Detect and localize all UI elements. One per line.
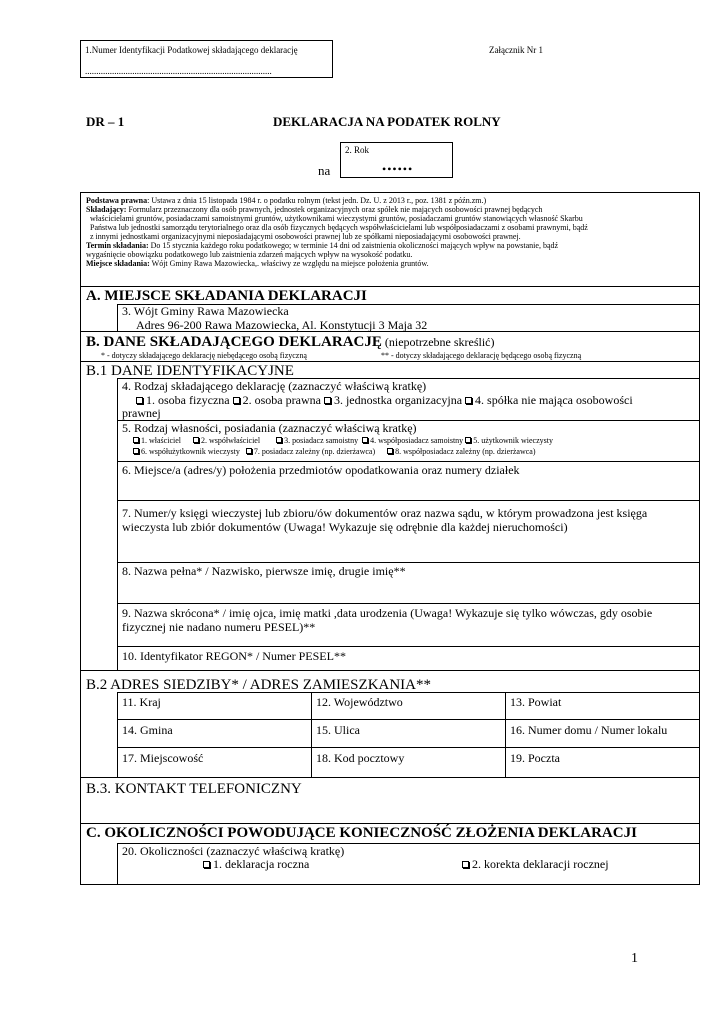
nip-label: 1.Numer Identyfikacji Podatkowej składającego deklarację <box>85 45 298 55</box>
phone-input[interactable] <box>81 798 699 822</box>
checkbox-icon <box>465 397 472 404</box>
checkbox-icon <box>133 437 139 443</box>
f5-opt8[interactable]: 8. współposiadacz zależny (np. dzierżawca) <box>387 447 535 456</box>
legal-text <box>86 196 696 268</box>
section-b-title: B. DANE SKŁADAJĄCEGO DEKLARACJĘ <box>86 334 382 350</box>
filer-line1: Formularz przeznaczony dla osób prawnych, jednostek organizacyjnych oraz spółek nie mających osobowości prawnej będących <box>126 205 543 214</box>
f4-opt1[interactable]: 1. osoba fizyczna <box>136 393 230 407</box>
field4-label: 4. Rodzaj składającego deklarację (zaznaczyć właściwą kratkę) <box>122 379 427 393</box>
checkbox-icon <box>233 397 240 404</box>
c-opt1[interactable]: 1. deklaracja roczna <box>203 857 309 871</box>
field9-line1: 9. Nazwa skrócona* / imię ojca, imię matki ,data urodzenia (Uwaga! Wykazuje się tylko wówczas, gdy osobie <box>122 606 653 620</box>
section-b-title-row <box>86 333 495 351</box>
place-text: Wójt Gminy Rawa Mazowiecka,. właściwy ze względu na miejsce położenia gruntów. <box>149 259 429 268</box>
nip-field[interactable]: ................................................................................... <box>85 66 272 76</box>
field17-locality[interactable]: 17. Miejscowość <box>122 751 204 765</box>
form-code: DR – 1 <box>86 114 125 129</box>
field19-post-office[interactable]: 19. Poczta <box>510 751 560 765</box>
field7-line2: wieczysta lub zbiór dokumentów (Uwaga! Wykazuje się odrębnie dla każdej nieruchomości) <box>122 520 568 534</box>
f4-opt2[interactable]: 2. osoba prawna <box>233 393 321 407</box>
place-label: Miejsce składania: <box>86 259 150 268</box>
field5-row1 <box>133 436 553 445</box>
f5-opt3[interactable]: 3. posiadacz samoistny <box>276 436 358 445</box>
checkbox-icon <box>133 448 139 454</box>
year-label: 2. Rok <box>345 145 370 155</box>
field7-line1: 7. Numer/y księgi wieczystej lub zbioru/ów dokumentów oraz nazwa sądu, w którym prowadzona jest księga <box>122 506 648 520</box>
f5-opt2[interactable]: 2. współwłaściciel <box>193 436 260 445</box>
deadline-text2: wygaśnięcie obowiązku podatkowego lub zaistnienia zdarzeń mających wpływ na wysokość podatku. <box>86 250 413 259</box>
checkbox-icon <box>387 448 393 454</box>
field12-voivodeship[interactable]: 12. Województwo <box>316 695 403 709</box>
field9-input[interactable] <box>118 635 699 645</box>
year-value: •••••• <box>382 162 414 176</box>
deadline-text1: Do 15 stycznia każdego roku podatkowego; w terminie 14 dni od zaistnienia okoliczności mających wpływ na powstanie, bądź <box>148 241 559 250</box>
checkbox-icon <box>193 437 199 443</box>
page-number: 1 <box>631 951 638 966</box>
field8-label: 8. Nazwa pełna* / Nazwisko, pierwsze imię, drugie imię** <box>122 564 406 578</box>
checkbox-icon <box>136 397 143 404</box>
field13-county[interactable]: 13. Powiat <box>510 695 562 709</box>
field7-input[interactable] <box>118 536 699 561</box>
field10-label: 10. Identyfikator REGON* / Numer PESEL** <box>122 649 346 663</box>
field14-municipality[interactable]: 14. Gmina <box>122 723 173 737</box>
note-legal-person: * - dotyczy składającego deklarację niebędącego osobą fizyczną <box>101 351 307 360</box>
field15-street[interactable]: 15. Ulica <box>316 723 360 737</box>
field16-house-number[interactable]: 16. Numer domu / Numer lokalu <box>510 723 668 737</box>
checkbox-icon <box>462 861 469 868</box>
b3-title: B.3. KONTAKT TELEFONICZNY <box>86 781 302 797</box>
field6-input[interactable] <box>118 478 699 499</box>
b2-title: B.2 ADRES SIEDZIBY* / ADRES ZAMIESZKANIA** <box>86 677 432 693</box>
attachment-label: Załącznik Nr 1 <box>489 45 543 55</box>
section-b-note: (niepotrzebne skreślić) <box>381 335 495 349</box>
field11-country[interactable]: 11. Kraj <box>122 695 161 709</box>
checkbox-icon <box>362 437 368 443</box>
filer-line3: Państwa lub jednostki samorządu terytorialnego oraz dla osób fizycznych będących współwłaścicielami lub współposiadaczami z osobami prawnymi, bądź <box>90 223 588 232</box>
basis-label: Podstawa prawna <box>86 196 148 205</box>
field20-label: 20. Okoliczności (zaznaczyć właściwą kratkę) <box>122 844 345 858</box>
b1-title: B.1 DANE IDENTYFIKACYJNE <box>86 363 294 379</box>
field4-options <box>136 393 633 407</box>
checkbox-icon <box>465 437 471 443</box>
section-a-title: A. MIEJSCE SKŁADANIA DEKLARACJI <box>86 288 367 304</box>
filer-line4: z innymi jednostkami organizacyjnymi nieposiadającymi osobowości prawnej lub ze spółkami nieposiadającymi osobowości prawnej. <box>90 232 521 241</box>
field3-label: 3. Wójt Gminy Rawa Mazowiecka <box>122 304 289 318</box>
checkbox-icon <box>203 861 210 868</box>
field4-opt4-cont: prawnej <box>122 406 161 420</box>
note-natural-person: ** - dotyczy składającego deklarację będącego osobą fizyczną <box>381 351 582 360</box>
field18-postal-code[interactable]: 18. Kod pocztowy <box>316 751 405 765</box>
field9-line2: fizycznej nie nadano numeru PESEL)** <box>122 620 316 634</box>
na-label: na <box>318 163 331 178</box>
f5-opt6[interactable]: 6. współużytkownik wieczysty <box>133 447 240 456</box>
field5-label: 5. Rodzaj własności, posiadania (zaznaczyć właściwą kratkę) <box>122 421 417 435</box>
filer-line2: właścicielami gruntów, posiadaczami samoistnymi gruntów, użytkownikami wieczystymi gruntów, posiadaczami gruntów stanowiących własność Skarbu <box>90 214 583 223</box>
f4-opt3[interactable]: 3. jednostka organizacyjna <box>324 393 462 407</box>
checkbox-icon <box>276 437 282 443</box>
field3-address: Adres 96-200 Rawa Mazowiecka, Al. Konstytucji 3 Maja 32 <box>136 318 428 332</box>
field5-row2 <box>133 447 536 456</box>
f5-opt1[interactable]: 1. właściciel <box>133 436 181 445</box>
c-opt2[interactable]: 2. korekta deklaracji rocznej <box>462 857 609 871</box>
filer-label: Składający: <box>86 205 127 214</box>
field6-label: 6. Miejsce/a (adres/y) położenia przedmiotów opodatkowania oraz numery działek <box>122 463 520 477</box>
form-title: DEKLARACJA NA PODATEK ROLNY <box>273 114 501 129</box>
checkbox-icon <box>324 397 331 404</box>
field8-input[interactable] <box>118 580 699 602</box>
f4-opt4[interactable]: 4. spółka nie mająca osobowości <box>465 393 633 407</box>
f5-opt4[interactable]: 4. współposiadacz samoistny <box>362 436 463 445</box>
deadline-label: Termin składania: <box>86 241 149 250</box>
basis-text: : Ustawa z dnia 15 listopada 1984 r. o podatku rolnym (tekst jedn. Dz. U. z 2013 r., poz. 1381 z późn.zm.) <box>147 196 487 205</box>
section-c-title: C. OKOLICZNOŚCI POWODUJĄCE KONIECZNOŚĆ ZŁOŻENIA DEKLARACJI <box>86 825 637 841</box>
f5-opt7[interactable]: 7. posiadacz zależny (np. dzierżawca) <box>246 447 375 456</box>
checkbox-icon <box>246 448 252 454</box>
f5-opt5[interactable]: 5. użytkownik wieczysty <box>465 436 553 445</box>
